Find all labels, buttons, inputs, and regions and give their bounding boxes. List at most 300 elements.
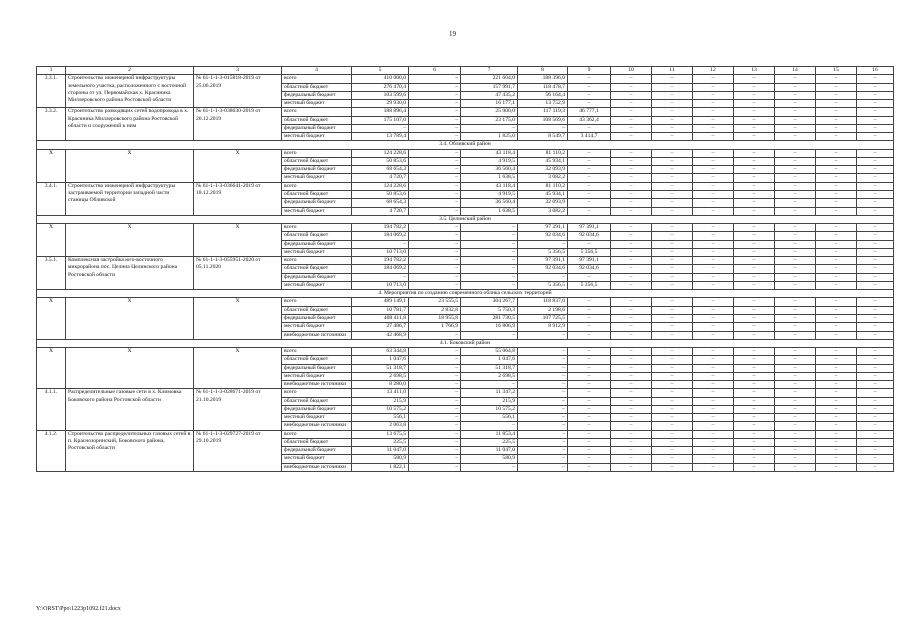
amount-cell: – <box>568 447 611 455</box>
amount-cell: – <box>409 116 461 124</box>
amount-cell: – <box>568 306 611 314</box>
amount-cell: 4 919,5 <box>461 190 518 198</box>
amount-cell: – <box>816 381 857 389</box>
amount-cell: – <box>816 463 857 471</box>
amount-cell: – <box>816 232 857 240</box>
amount-cell: – <box>461 273 518 281</box>
amount-cell: 175 107,0 <box>352 116 409 124</box>
amount-cell: – <box>568 207 611 215</box>
amount-cell: – <box>857 224 894 232</box>
amount-cell: – <box>693 199 734 207</box>
amount-cell: – <box>816 207 857 215</box>
funding-source: областной бюджет <box>282 190 352 198</box>
amount-cell: – <box>775 389 816 397</box>
amount-cell: – <box>857 397 894 405</box>
amount-cell: – <box>611 265 652 273</box>
amount-cell: – <box>693 248 734 256</box>
amount-cell: – <box>611 91 652 99</box>
amount-cell: – <box>518 447 568 455</box>
amount-cell: – <box>734 364 775 372</box>
amount-cell: – <box>857 182 894 190</box>
amount-cell: – <box>518 381 568 389</box>
amount-cell: 92 034,6 <box>518 232 568 240</box>
amount-cell: – <box>568 166 611 174</box>
amount-cell: – <box>652 463 693 471</box>
amount-cell: – <box>611 422 652 430</box>
amount-cell: 556,1 <box>461 414 518 422</box>
amount-cell: 103 599,6 <box>352 91 409 99</box>
amount-cell: – <box>518 372 568 380</box>
amount-cell: – <box>775 190 816 198</box>
amount-cell: – <box>857 438 894 446</box>
amount-cell: – <box>775 381 816 389</box>
amount-cell: – <box>693 397 734 405</box>
amount-cell: – <box>857 207 894 215</box>
amount-cell: 43 118,4 <box>461 182 518 190</box>
amount-cell: 4 919,5 <box>461 157 518 165</box>
amount-cell: – <box>652 356 693 364</box>
amount-cell: – <box>461 240 518 248</box>
amount-cell: – <box>857 447 894 455</box>
amount-cell: – <box>734 75 775 83</box>
amount-cell: – <box>611 389 652 397</box>
amount-cell: – <box>611 381 652 389</box>
funding-source: всего <box>282 108 352 116</box>
amount-cell: – <box>816 331 857 339</box>
table-row <box>37 430 894 438</box>
amount-cell: – <box>461 257 518 265</box>
item-number: 4.1.2. <box>37 430 66 471</box>
amount-cell: 304 267,7 <box>461 298 518 306</box>
amount-cell: 2 063,8 <box>352 422 409 430</box>
amount-cell: – <box>409 397 461 405</box>
object-name: X <box>66 149 194 182</box>
amount-cell: – <box>693 157 734 165</box>
amount-cell: – <box>857 463 894 471</box>
funding-source: местный бюджет <box>282 248 352 256</box>
budget-table <box>36 66 894 472</box>
amount-cell: 63 344,8 <box>352 348 409 356</box>
funding-source: федеральный бюджет <box>282 199 352 207</box>
amount-cell: – <box>857 232 894 240</box>
amount-cell: – <box>652 281 693 289</box>
amount-cell: – <box>775 224 816 232</box>
amount-cell: – <box>652 116 693 124</box>
amount-cell: – <box>857 389 894 397</box>
amount-cell: – <box>734 422 775 430</box>
amount-cell: – <box>816 273 857 281</box>
amount-cell: – <box>611 257 652 265</box>
section-row <box>37 339 894 347</box>
amount-cell: 47 435,2 <box>461 91 518 99</box>
funding-source: федеральный бюджет <box>282 240 352 248</box>
amount-cell: 13 411,0 <box>352 389 409 397</box>
amount-cell: – <box>652 331 693 339</box>
amount-cell: – <box>409 438 461 446</box>
amount-cell: – <box>518 422 568 430</box>
amount-cell: – <box>611 182 652 190</box>
amount-cell: – <box>816 100 857 108</box>
amount-cell: – <box>693 422 734 430</box>
funding-source: областной бюджет <box>282 157 352 165</box>
amount-cell: 8 912,9 <box>518 323 568 331</box>
amount-cell: – <box>816 157 857 165</box>
amount-cell: – <box>816 190 857 198</box>
amount-cell: – <box>461 232 518 240</box>
amount-cell: – <box>693 190 734 198</box>
amount-cell: – <box>568 199 611 207</box>
amount-cell: 124 228,6 <box>352 149 409 157</box>
amount-cell: 4 720,7 <box>352 207 409 215</box>
amount-cell: – <box>652 108 693 116</box>
amount-cell: – <box>734 100 775 108</box>
amount-cell: – <box>693 108 734 116</box>
amount-cell: 188 396,0 <box>518 75 568 83</box>
amount-cell: – <box>857 100 894 108</box>
amount-cell: 32 093,9 <box>518 166 568 174</box>
amount-cell: – <box>409 91 461 99</box>
amount-cell: – <box>816 414 857 422</box>
table-row <box>37 224 894 232</box>
section-row <box>37 290 894 298</box>
amount-cell: – <box>693 273 734 281</box>
amount-cell: – <box>652 190 693 198</box>
column-number: 9 <box>568 67 611 75</box>
amount-cell: 408 411,8 <box>352 314 409 322</box>
amount-cell: 3 082,2 <box>518 207 568 215</box>
funding-source: всего <box>282 224 352 232</box>
amount-cell: – <box>816 108 857 116</box>
amount-cell: – <box>816 372 857 380</box>
amount-cell: – <box>611 364 652 372</box>
amount-cell: – <box>734 133 775 141</box>
amount-cell: 92 034,6 <box>568 265 611 273</box>
amount-cell: 36 560,4 <box>461 199 518 207</box>
amount-cell: – <box>409 182 461 190</box>
amount-cell: 107 725,5 <box>518 314 568 322</box>
amount-cell: – <box>568 331 611 339</box>
amount-cell: – <box>652 240 693 248</box>
amount-cell: – <box>775 397 816 405</box>
amount-cell: – <box>693 463 734 471</box>
amount-cell: – <box>409 83 461 91</box>
amount-cell: – <box>409 75 461 83</box>
funding-source: всего <box>282 430 352 438</box>
amount-cell: – <box>652 447 693 455</box>
expertise-number: № 61-1-1-3-028671-2019 от 21.10.2019 <box>194 389 282 430</box>
amount-cell: – <box>652 124 693 132</box>
amount-cell: – <box>775 240 816 248</box>
amount-cell: – <box>693 149 734 157</box>
column-number: 10 <box>611 67 652 75</box>
amount-cell: – <box>652 157 693 165</box>
amount-cell: – <box>857 414 894 422</box>
amount-cell: – <box>568 149 611 157</box>
amount-cell: 1 047,6 <box>461 356 518 364</box>
amount-cell: – <box>611 323 652 331</box>
amount-cell: – <box>775 108 816 116</box>
amount-cell: – <box>775 364 816 372</box>
amount-cell: – <box>461 331 518 339</box>
amount-cell: – <box>652 248 693 256</box>
funding-source: внебюджетные источники <box>282 331 352 339</box>
amount-cell: – <box>652 314 693 322</box>
amount-cell: – <box>352 124 409 132</box>
amount-cell: – <box>568 463 611 471</box>
funding-source: местный бюджет <box>282 323 352 331</box>
amount-cell: – <box>775 463 816 471</box>
funding-source: местный бюджет <box>282 100 352 108</box>
amount-cell: – <box>734 430 775 438</box>
amount-cell: – <box>652 422 693 430</box>
amount-cell: – <box>816 182 857 190</box>
section-heading: 3.5. Целинский район <box>37 215 894 223</box>
amount-cell: – <box>652 166 693 174</box>
funding-source: местный бюджет <box>282 174 352 182</box>
amount-cell: – <box>857 240 894 248</box>
funding-source: местный бюджет <box>282 133 352 141</box>
funding-source: местный бюджет <box>282 414 352 422</box>
expertise-number: X <box>194 298 282 339</box>
amount-cell: – <box>409 248 461 256</box>
amount-cell: – <box>816 257 857 265</box>
amount-cell: – <box>734 124 775 132</box>
amount-cell: 81 110,2 <box>518 182 568 190</box>
amount-cell: – <box>693 265 734 273</box>
amount-cell: – <box>816 75 857 83</box>
amount-cell: – <box>652 91 693 99</box>
item-number: 4.1.1. <box>37 389 66 430</box>
funding-source: федеральный бюджет <box>282 166 352 174</box>
amount-cell: 10 575,2 <box>461 405 518 413</box>
amount-cell: – <box>568 430 611 438</box>
funding-source: всего <box>282 389 352 397</box>
amount-cell: – <box>652 207 693 215</box>
amount-cell: – <box>775 281 816 289</box>
funding-source: областной бюджет <box>282 397 352 405</box>
amount-cell: – <box>816 166 857 174</box>
object-name: X <box>66 348 194 389</box>
amount-cell: – <box>693 83 734 91</box>
amount-cell: 8 280,0 <box>352 381 409 389</box>
amount-cell: – <box>611 166 652 174</box>
amount-cell: 3 082,2 <box>518 174 568 182</box>
column-number: 13 <box>734 67 775 75</box>
amount-cell: – <box>734 83 775 91</box>
funding-source: областной бюджет <box>282 438 352 446</box>
funding-source: областной бюджет <box>282 83 352 91</box>
amount-cell: – <box>734 281 775 289</box>
amount-cell: – <box>693 75 734 83</box>
amount-cell: – <box>611 116 652 124</box>
funding-source: федеральный бюджет <box>282 124 352 132</box>
amount-cell: – <box>611 414 652 422</box>
amount-cell: 16 177,1 <box>461 100 518 108</box>
amount-cell: – <box>857 166 894 174</box>
amount-cell: – <box>734 265 775 273</box>
amount-cell: 97 391,1 <box>518 224 568 232</box>
amount-cell: – <box>734 207 775 215</box>
amount-cell: 1 638,5 <box>461 174 518 182</box>
amount-cell: – <box>409 405 461 413</box>
amount-cell: – <box>816 314 857 322</box>
amount-cell: – <box>409 447 461 455</box>
amount-cell: – <box>775 298 816 306</box>
amount-cell: – <box>568 356 611 364</box>
amount-cell: – <box>652 83 693 91</box>
column-number: 7 <box>461 67 518 75</box>
amount-cell: – <box>611 124 652 132</box>
amount-cell: – <box>734 306 775 314</box>
amount-cell: – <box>775 83 816 91</box>
amount-cell: – <box>816 298 857 306</box>
amount-cell: 81 110,2 <box>518 149 568 157</box>
amount-cell: 2 832,8 <box>409 306 461 314</box>
amount-cell: – <box>775 405 816 413</box>
amount-cell: – <box>734 438 775 446</box>
amount-cell: – <box>409 381 461 389</box>
amount-cell: 18 955,8 <box>409 314 461 322</box>
amount-cell: – <box>652 348 693 356</box>
amount-cell: – <box>611 314 652 322</box>
amount-cell: 92 034,6 <box>518 265 568 273</box>
amount-cell: – <box>857 306 894 314</box>
funding-source: областной бюджет <box>282 265 352 273</box>
amount-cell: – <box>775 157 816 165</box>
amount-cell: – <box>568 174 611 182</box>
column-number-row <box>37 67 894 75</box>
amount-cell: 4 720,7 <box>352 174 409 182</box>
amount-cell: – <box>693 414 734 422</box>
amount-cell: – <box>693 91 734 99</box>
amount-cell: – <box>652 182 693 190</box>
amount-cell: 43 362,4 <box>568 116 611 124</box>
amount-cell: – <box>652 389 693 397</box>
amount-cell: – <box>693 438 734 446</box>
amount-cell: – <box>857 124 894 132</box>
amount-cell: 194 782,2 <box>352 224 409 232</box>
amount-cell: 51 318,7 <box>352 364 409 372</box>
amount-cell: 11 853,4 <box>461 430 518 438</box>
amount-cell: – <box>652 133 693 141</box>
amount-cell: – <box>611 174 652 182</box>
amount-cell: – <box>611 447 652 455</box>
amount-cell: – <box>857 381 894 389</box>
amount-cell: – <box>652 224 693 232</box>
amount-cell: 10 713,0 <box>352 248 409 256</box>
funding-source: областной бюджет <box>282 232 352 240</box>
amount-cell: – <box>857 281 894 289</box>
amount-cell: – <box>611 348 652 356</box>
funding-source: всего <box>282 75 352 83</box>
funding-source: местный бюджет <box>282 372 352 380</box>
amount-cell: – <box>857 75 894 83</box>
amount-cell: – <box>816 397 857 405</box>
expertise-number: X <box>194 348 282 389</box>
amount-cell: – <box>775 372 816 380</box>
amount-cell: 97 391,1 <box>568 224 611 232</box>
amount-cell: – <box>734 397 775 405</box>
table-row <box>37 348 894 356</box>
amount-cell: – <box>693 389 734 397</box>
amount-cell: – <box>775 314 816 322</box>
amount-cell: – <box>611 157 652 165</box>
section-heading: 3.4. Обливский район <box>37 141 894 149</box>
amount-cell: – <box>775 430 816 438</box>
amount-cell: – <box>409 100 461 108</box>
amount-cell: – <box>518 414 568 422</box>
amount-cell: – <box>816 174 857 182</box>
amount-cell: 27 486,7 <box>352 323 409 331</box>
amount-cell: – <box>693 116 734 124</box>
amount-cell: – <box>857 133 894 141</box>
amount-cell: – <box>611 331 652 339</box>
amount-cell: – <box>611 372 652 380</box>
amount-cell: – <box>568 438 611 446</box>
amount-cell: 2 198,6 <box>518 306 568 314</box>
amount-cell: – <box>816 124 857 132</box>
amount-cell: – <box>611 108 652 116</box>
expertise-number: № 61-1-1-3-029727-2019 от 29.10.2019 <box>194 430 282 471</box>
amount-cell: – <box>611 298 652 306</box>
funding-source: местный бюджет <box>282 207 352 215</box>
amount-cell: – <box>734 149 775 157</box>
amount-cell: 50 853,6 <box>352 190 409 198</box>
amount-cell: – <box>816 364 857 372</box>
amount-cell: – <box>611 356 652 364</box>
amount-cell: – <box>857 314 894 322</box>
amount-cell: – <box>518 405 568 413</box>
amount-cell: 50 853,6 <box>352 157 409 165</box>
amount-cell: 1 638,5 <box>461 207 518 215</box>
page-number: 19 <box>449 30 456 38</box>
amount-cell: – <box>409 281 461 289</box>
amount-cell: 281 730,5 <box>461 314 518 322</box>
amount-cell: – <box>816 265 857 273</box>
amount-cell: – <box>652 323 693 331</box>
amount-cell: 215,9 <box>461 397 518 405</box>
amount-cell: – <box>409 414 461 422</box>
amount-cell: – <box>857 356 894 364</box>
amount-cell: – <box>352 240 409 248</box>
amount-cell: – <box>568 422 611 430</box>
amount-cell: – <box>816 240 857 248</box>
amount-cell: – <box>652 232 693 240</box>
amount-cell: – <box>611 133 652 141</box>
amount-cell: – <box>734 157 775 165</box>
amount-cell: 5 356,5 <box>568 281 611 289</box>
amount-cell: – <box>693 356 734 364</box>
amount-cell: 36 560,4 <box>461 166 518 174</box>
amount-cell: – <box>518 463 568 471</box>
amount-cell: – <box>734 91 775 99</box>
amount-cell: 410 000,0 <box>352 75 409 83</box>
amount-cell: 5 356,5 <box>568 248 611 256</box>
amount-cell: – <box>611 397 652 405</box>
amount-cell: – <box>568 314 611 322</box>
amount-cell: – <box>518 240 568 248</box>
expertise-number: № 61-1-1-3-015818-2019 от 25.06.2019 <box>194 75 282 108</box>
amount-cell: – <box>857 273 894 281</box>
amount-cell: 194 782,2 <box>352 257 409 265</box>
amount-cell: – <box>857 405 894 413</box>
amount-cell: – <box>518 397 568 405</box>
amount-cell: – <box>775 75 816 83</box>
amount-cell: – <box>568 455 611 463</box>
amount-cell: – <box>409 463 461 471</box>
amount-cell: – <box>734 108 775 116</box>
amount-cell: – <box>693 372 734 380</box>
